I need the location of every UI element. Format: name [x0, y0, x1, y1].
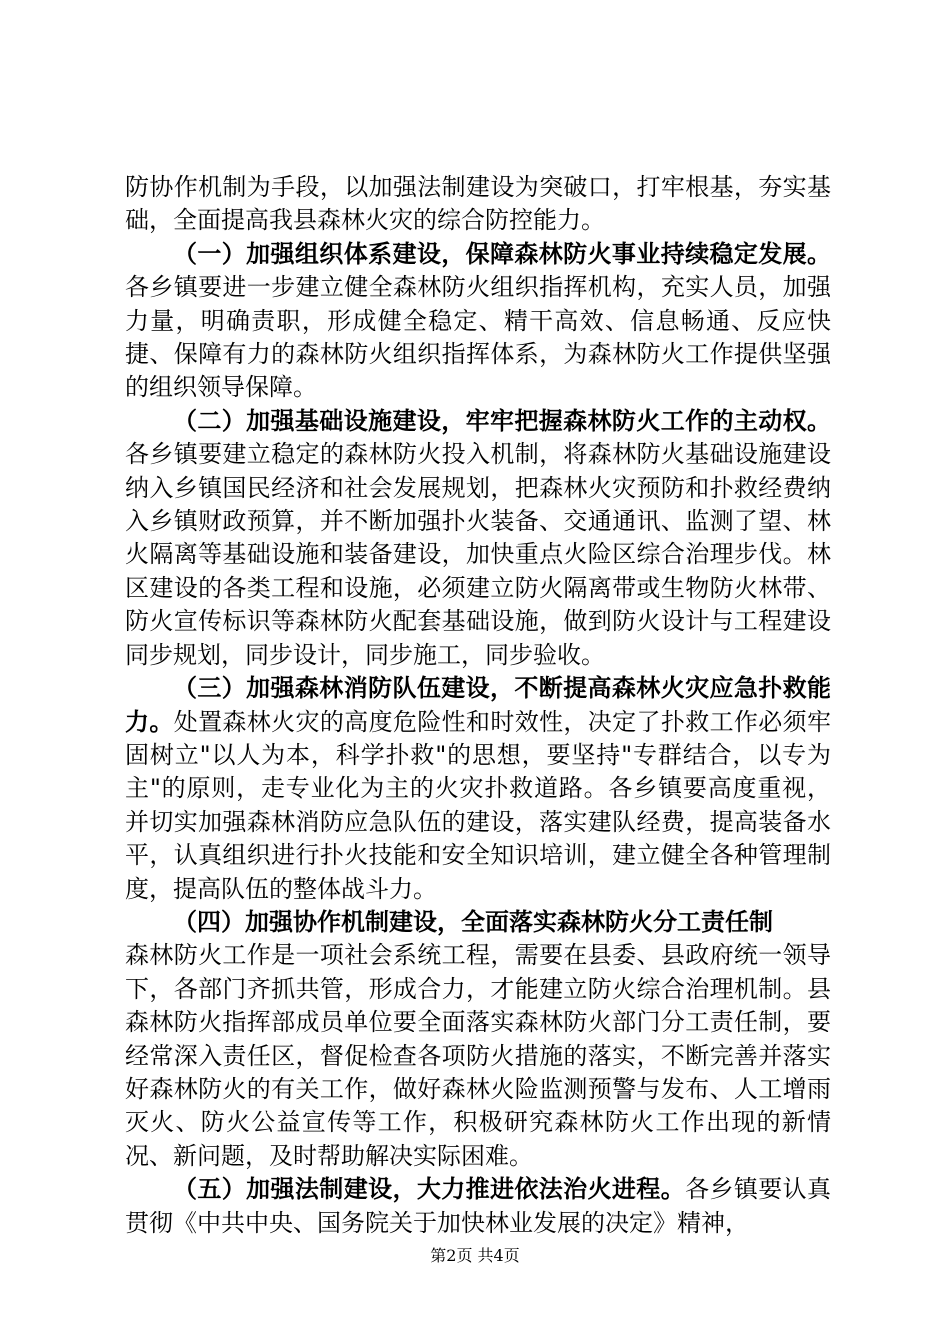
paragraph-continuation	[125, 171, 831, 238]
section-heading-3: （三）加强森林消防队伍建设，不断提高森林火灾应急扑救能力。	[125, 674, 831, 736]
document-body	[125, 171, 831, 1240]
section-body-2: 各乡镇要建立稳定的森林防火投入机制，将森林防火基础设施建设纳入乡镇国民经济和社会发展规划，把森林火灾预防和扑救经费纳入乡镇财政预算，并不断加强扑火装备、交通通讯、监测了望、林火隔离等基础设施和装备建设，加快重点火险区综合治理步伐。林区建设的各类工程和设施，必须建立防火隔离带或生物防火林带、防火宣传标识等森林防火配套基础设施，做到防火设计与工程建设同步规划，同步设计，同步施工，同步验收。	[125, 440, 831, 669]
section-body-3: 处置森林火灾的高度危险性和时效性，决定了扑救工作必须牢固树立"以人为本，科学扑救"的思想，要坚持"专群结合，以专为主"的原则，走专业化为主的火灾扑救道路。各乡镇要高度重视，并切实加强森林消防应急队伍的建设，落实建队经费，提高装备水平，认真组织进行扑火技能和安全知识培训，建立健全各种管理制度，提高队伍的整体战斗力。	[125, 707, 832, 903]
paragraph-section-4	[125, 906, 831, 1173]
page-footer: 第2页 共4页	[430, 1246, 520, 1265]
section-body-5: 各乡镇要认真贯彻《中共中央、国务院关于加快林业发展的决定》精神，	[125, 1175, 832, 1237]
paragraph-section-5	[125, 1173, 831, 1240]
paragraph-section-1	[125, 238, 831, 405]
section-heading-4: （四）加强协作机制建设，全面落实森林防火分工责任制	[173, 907, 773, 936]
section-heading-5: （五）加强法制建设，大力推进依法治火进程。	[173, 1175, 686, 1204]
paragraph-body: 防协作机制为手段，以加强法制建设为突破口，打牢根基，夯实基础，全面提高我县森林火灾的综合防控能力。	[125, 173, 831, 235]
section-heading-1: （一）加强组织体系建设，保障森林防火事业持续稳定发展。	[173, 239, 831, 268]
section-body-1: 各乡镇要进一步建立健全森林防火组织指挥机构，充实人员，加强力量，明确责职，形成健全稳定、精干高效、信息畅通、反应快捷、保障有力的森林防火组织指挥体系，为森林防火工作提供坚强的组织领导保障。	[125, 273, 831, 402]
paragraph-section-2	[125, 405, 831, 672]
section-heading-2: （二）加强基础设施建设，牢牢把握森林防火工作的主动权。	[173, 406, 831, 435]
paragraph-section-3	[125, 672, 831, 906]
section-body-4: 森林防火工作是一项社会系统工程，需要在县委、县政府统一领导下，各部门齐抓共管，形成合力，才能建立防火综合治理机制。县森林防火指挥部成员单位要全面落实森林防火部门分工责任制，要经常深入责任区，督促检查各项防火措施的落实，不断完善并落实好森林防火的有关工作，做好森林火险监测预警与发布、人工增雨灭火、防火公益宣传等工作，积极研究森林防火工作出现的新情况、新问题，及时帮助解决实际困难。	[125, 941, 831, 1170]
